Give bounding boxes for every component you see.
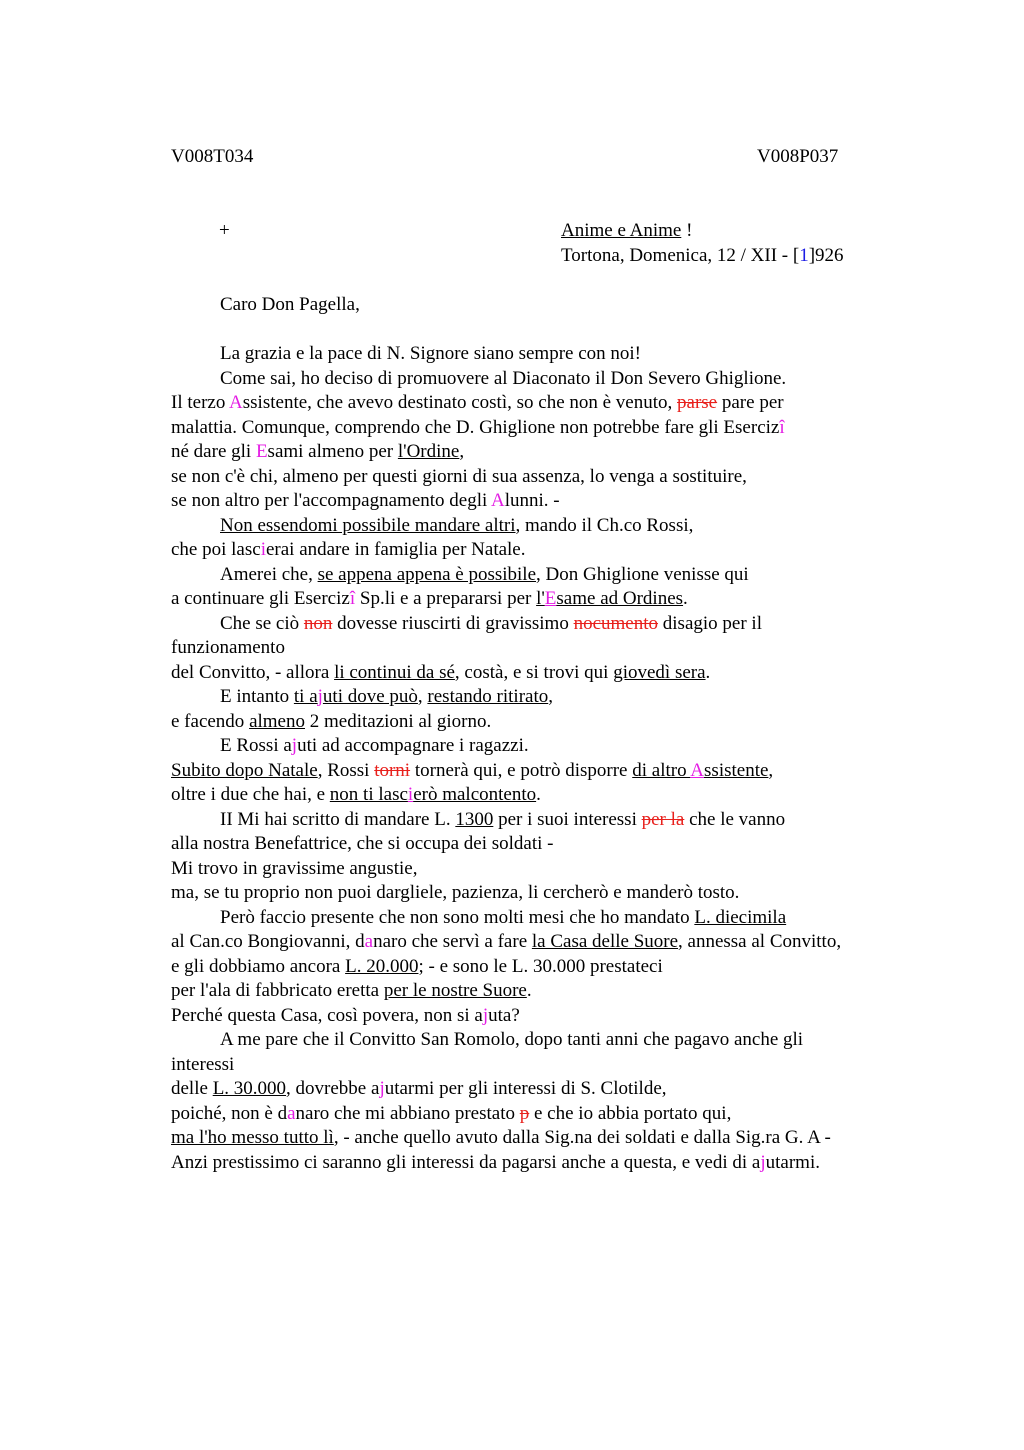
text-line: al Can.co Bongiovanni, danaro che servì a fare la Casa delle Suore, annessa al Convitto, (171, 931, 842, 952)
text-line: Mi trovo in gravissime angustie, (171, 857, 418, 879)
deleted-word: p (519, 1102, 530, 1124)
text-line: che poi lascierai andare in famiglia per Natale. (171, 539, 526, 560)
text-line: Amerei che, se appena appena è possibile, Don Ghiglione venisse qui (220, 563, 749, 585)
text-line: Anzi prestissimo ci saranno gli interessi da pagarsi anche a questa, e vedi di ajutarmi. (171, 1151, 820, 1173)
text-line: se non c'è chi, almeno per questi giorni di sua assenza, lo venga a sostituire, (171, 465, 747, 487)
text-line: II Mi hai scritto di mandare L. 1300 per i suoi interessi per la che le vanno (220, 808, 786, 830)
text-line: malattia. Comunque, comprendo che D. Ghiglione non potrebbe fare gli Esercizî (171, 416, 785, 438)
text-line: Subito dopo Natale, Rossi torni tornerà qui, e potrò disporre di altro Assistente, (171, 759, 774, 781)
salutation: Caro Don Pagella, (220, 294, 360, 315)
text-line: interessi (171, 1053, 235, 1075)
letter-heading (561, 219, 844, 268)
text-line: e facendo almeno 2 meditazioni al giorno. (171, 710, 492, 732)
motto: Anime e Anime (561, 220, 682, 241)
deleted-word: parse (677, 392, 718, 413)
motto-line: Anime e Anime ! (561, 220, 693, 241)
text-line: Come sai, ho deciso di promuovere al Diaconato il Don Severo Ghiglione. (220, 367, 787, 389)
letter-body (171, 342, 971, 1175)
text-line: E Rossi ajuti ad accompagnare i ragazzi. (220, 735, 529, 756)
text-line: del Convitto, - allora li continui da sé, costà, e si trovi qui giovedì sera. (171, 661, 711, 683)
text-line: A me pare che il Convitto San Romolo, dopo tanti anni che pagavo anche gli (220, 1029, 804, 1050)
text-line: Non essendomi possibile mandare altri, mando il Ch.co Rossi, (220, 514, 694, 536)
deleted-word: torni (374, 759, 411, 781)
date-line: Tortona, Domenica, 12 / XII - [1]926 (561, 244, 844, 266)
text-line: funzionamento (171, 637, 285, 658)
text-line: Però faccio presente che non sono molti mesi che ho mandato L. diecimila (220, 906, 787, 928)
text-line: se non altro per l'accompagnamento degli Alunni. - (171, 490, 560, 511)
editor-insertion: 1 (799, 244, 809, 266)
text-line: a continuare gli Esercizî Sp.li e a prepararsi per l'Esame ad Ordines. (171, 588, 688, 609)
text-line: e gli dobbiamo ancora L. 20.000; - e sono le L. 30.000 prestateci (171, 955, 663, 977)
document-code-right: V008P037 (757, 146, 839, 167)
text-line: delle L. 30.000, dovrebbe ajutarmi per gli interessi di S. Clotilde, (171, 1078, 667, 1099)
text-line: ma l'ho messo tutto lì, - anche quello avuto dalla Sig.na dei soldati e dalla Sig.ra G. A - (171, 1127, 831, 1148)
text-line: poiché, non è danaro che mi abbiano prestato p e che io abbia portato qui, (171, 1102, 732, 1124)
text-line: alla nostra Benefattrice, che si occupa dei soldati - (171, 833, 554, 854)
text-line: oltre i due che hai, e non ti lascierò malcontento. (171, 784, 541, 805)
cross-symbol: + (219, 220, 230, 241)
deleted-word: non (303, 612, 333, 634)
text-line: Il terzo Assistente, che avevo destinato costì, so che non è venuto, parse pare per (171, 392, 784, 413)
text-line: né dare gli Esami almeno per l'Ordine, (171, 441, 465, 462)
deleted-word: per la (641, 808, 685, 830)
text-line: per l'ala di fabbricato eretta per le nostre Suore. (171, 980, 532, 1001)
text-line: ma, se tu proprio non puoi dargliele, pazienza, li cercherò e manderò tosto. (171, 882, 740, 903)
text-line: La grazia e la pace di N. Signore siano sempre con noi! (220, 343, 642, 364)
text-line: Perché questa Casa, così povera, non si ajuta? (171, 1004, 520, 1026)
deleted-word: nocumento (573, 612, 659, 634)
text-line: E intanto ti ajuti dove può, restando ritirato, (220, 686, 553, 707)
text-line: Che se ciò non dovesse riuscirti di gravissimo nocumento disagio per il (220, 612, 762, 634)
document-code-left: V008T034 (171, 146, 254, 167)
